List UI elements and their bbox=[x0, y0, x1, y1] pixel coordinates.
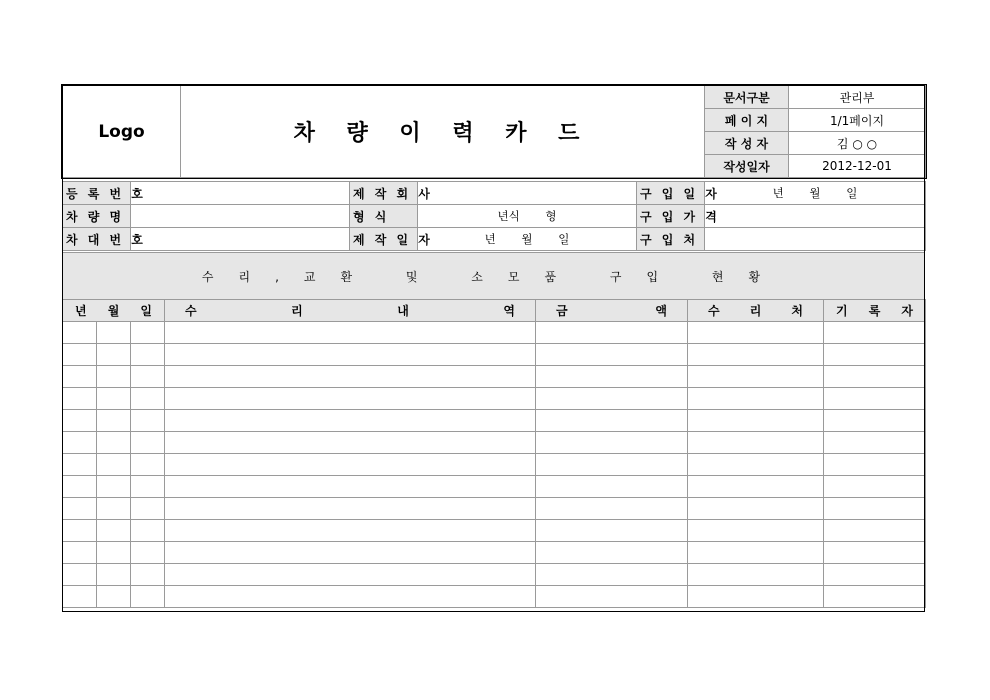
cell-day[interactable] bbox=[131, 410, 165, 432]
header-date-year: 년 bbox=[75, 304, 87, 318]
table-row bbox=[63, 410, 926, 432]
header-char: 자 bbox=[901, 304, 914, 318]
cell-month[interactable] bbox=[97, 564, 131, 586]
cell-month[interactable] bbox=[97, 432, 131, 454]
field-purchase-price[interactable] bbox=[705, 205, 926, 228]
cell-repair-content[interactable] bbox=[165, 498, 536, 520]
cell-repair-content[interactable] bbox=[165, 564, 536, 586]
cell-repair-shop[interactable] bbox=[688, 564, 824, 586]
cell-month[interactable] bbox=[97, 498, 131, 520]
table-row bbox=[63, 432, 926, 454]
cell-day[interactable] bbox=[131, 542, 165, 564]
cell-repair-content[interactable] bbox=[165, 454, 536, 476]
cell-repair-content[interactable] bbox=[165, 388, 536, 410]
header-char: 처 bbox=[791, 304, 804, 318]
field-purchase-date[interactable]: 년 월 일 bbox=[705, 182, 926, 205]
info-row bbox=[63, 228, 926, 251]
cell-month[interactable] bbox=[97, 454, 131, 476]
cell-repair-shop[interactable] bbox=[688, 388, 824, 410]
cell-repair-content[interactable] bbox=[165, 432, 536, 454]
cell-recorder[interactable] bbox=[824, 498, 926, 520]
cell-day[interactable] bbox=[131, 586, 165, 608]
meta-value-doc-type[interactable]: 관리부 bbox=[789, 86, 926, 109]
header-char: 리 bbox=[291, 304, 303, 318]
cell-month[interactable] bbox=[97, 388, 131, 410]
field-manufacturer[interactable] bbox=[418, 182, 637, 205]
header-char: 내 bbox=[397, 304, 409, 318]
cell-recorder[interactable] bbox=[824, 366, 926, 388]
cell-repair-shop[interactable] bbox=[688, 410, 824, 432]
cell-amount[interactable] bbox=[536, 322, 688, 344]
cell-amount[interactable] bbox=[536, 388, 688, 410]
meta-value-author[interactable]: 김 ○ ○ bbox=[789, 132, 926, 155]
header-repair-shop bbox=[688, 300, 824, 322]
cell-month[interactable] bbox=[97, 366, 131, 388]
cell-day[interactable] bbox=[131, 344, 165, 366]
meta-label-date: 작성일자 bbox=[705, 155, 789, 178]
cell-amount[interactable] bbox=[536, 498, 688, 520]
cell-repair-content[interactable] bbox=[165, 520, 536, 542]
cell-month[interactable] bbox=[97, 476, 131, 498]
cell-month[interactable] bbox=[97, 344, 131, 366]
cell-recorder[interactable] bbox=[824, 410, 926, 432]
cell-repair-shop[interactable] bbox=[688, 344, 824, 366]
cell-day[interactable] bbox=[131, 498, 165, 520]
cell-repair-shop[interactable] bbox=[688, 432, 824, 454]
table-row bbox=[63, 542, 926, 564]
cell-amount[interactable] bbox=[536, 520, 688, 542]
page-title: 차 량 이 력 카 드 bbox=[181, 86, 705, 178]
label-vehicle-name: 차 량 명 bbox=[63, 205, 131, 228]
label-purchase-place: 구 입 처 bbox=[637, 228, 705, 251]
vehicle-info-table bbox=[62, 181, 926, 251]
field-purchase-place[interactable] bbox=[705, 228, 926, 251]
info-row bbox=[63, 205, 926, 228]
header-repair-content bbox=[165, 300, 536, 322]
cell-year[interactable] bbox=[63, 344, 97, 366]
cell-year[interactable] bbox=[63, 454, 97, 476]
logo: Logo bbox=[63, 86, 181, 178]
field-registration-no[interactable] bbox=[131, 182, 350, 205]
cell-recorder[interactable] bbox=[824, 388, 926, 410]
cell-month[interactable] bbox=[97, 520, 131, 542]
header-recorder bbox=[824, 300, 926, 322]
cell-day[interactable] bbox=[131, 564, 165, 586]
cell-day[interactable] bbox=[131, 454, 165, 476]
cell-repair-shop[interactable] bbox=[688, 476, 824, 498]
cell-repair-shop[interactable] bbox=[688, 454, 824, 476]
field-vehicle-name[interactable] bbox=[131, 205, 350, 228]
vehicle-history-card bbox=[62, 85, 925, 612]
table-row bbox=[63, 322, 926, 344]
cell-day[interactable] bbox=[131, 322, 165, 344]
cell-year[interactable] bbox=[63, 388, 97, 410]
cell-year[interactable] bbox=[63, 498, 97, 520]
records-body bbox=[63, 322, 926, 608]
cell-year[interactable] bbox=[63, 432, 97, 454]
section-title: 수리,교환 및 소모품 구입 현황 bbox=[63, 253, 925, 300]
cell-year[interactable] bbox=[63, 366, 97, 388]
cell-day[interactable] bbox=[131, 366, 165, 388]
label-chassis-no: 차 대 번 호 bbox=[63, 228, 131, 251]
cell-repair-shop[interactable] bbox=[688, 322, 824, 344]
label-manufacturer: 제 작 회 사 bbox=[350, 182, 418, 205]
table-row bbox=[63, 388, 926, 410]
label-model-type: 형 식 bbox=[350, 205, 418, 228]
cell-amount[interactable] bbox=[536, 454, 688, 476]
label-registration-no: 등 록 번 호 bbox=[63, 182, 131, 205]
cell-recorder[interactable] bbox=[824, 432, 926, 454]
cell-amount[interactable] bbox=[536, 476, 688, 498]
table-row bbox=[63, 586, 926, 608]
cell-repair-content[interactable] bbox=[165, 344, 536, 366]
cell-recorder[interactable] bbox=[824, 322, 926, 344]
cell-amount[interactable] bbox=[536, 586, 688, 608]
cell-day[interactable] bbox=[131, 520, 165, 542]
meta-label-doc-type: 문서구분 bbox=[705, 86, 789, 109]
info-row bbox=[63, 182, 926, 205]
header-char: 리 bbox=[749, 304, 762, 318]
cell-recorder[interactable] bbox=[824, 564, 926, 586]
cell-recorder[interactable] bbox=[824, 476, 926, 498]
cell-repair-content[interactable] bbox=[165, 586, 536, 608]
table-row bbox=[63, 454, 926, 476]
cell-month[interactable] bbox=[97, 542, 131, 564]
cell-month[interactable] bbox=[97, 586, 131, 608]
cell-repair-shop[interactable] bbox=[688, 498, 824, 520]
table-row bbox=[63, 498, 926, 520]
cell-amount[interactable] bbox=[536, 410, 688, 432]
cell-repair-shop[interactable] bbox=[688, 366, 824, 388]
cell-month[interactable] bbox=[97, 322, 131, 344]
cell-repair-content[interactable] bbox=[165, 476, 536, 498]
table-row bbox=[63, 476, 926, 498]
cell-amount[interactable] bbox=[536, 366, 688, 388]
field-chassis-no[interactable] bbox=[131, 228, 350, 251]
records-table bbox=[62, 299, 926, 608]
table-row bbox=[63, 344, 926, 366]
cell-repair-content[interactable] bbox=[165, 542, 536, 564]
cell-recorder[interactable] bbox=[824, 542, 926, 564]
header-char: 기 bbox=[836, 304, 848, 318]
table-row bbox=[63, 366, 926, 388]
cell-day[interactable] bbox=[131, 476, 165, 498]
cell-year[interactable] bbox=[63, 322, 97, 344]
table-row bbox=[63, 520, 926, 542]
meta-value-page[interactable]: 1/1페이지 bbox=[789, 109, 926, 132]
cell-year[interactable] bbox=[63, 520, 97, 542]
cell-year[interactable] bbox=[63, 410, 97, 432]
cell-day[interactable] bbox=[131, 388, 165, 410]
meta-value-date[interactable]: 2012-12-01 bbox=[789, 155, 926, 178]
field-manufacture-date[interactable]: 년 월 일 bbox=[418, 228, 637, 251]
cell-repair-shop[interactable] bbox=[688, 586, 824, 608]
cell-year[interactable] bbox=[63, 476, 97, 498]
header-date-day: 일 bbox=[140, 304, 152, 318]
field-model-type[interactable]: 년식 형 bbox=[418, 205, 637, 228]
cell-repair-shop[interactable] bbox=[688, 542, 824, 564]
cell-amount[interactable] bbox=[536, 344, 688, 366]
cell-recorder[interactable] bbox=[824, 454, 926, 476]
cell-year[interactable] bbox=[63, 564, 97, 586]
table-row bbox=[63, 564, 926, 586]
header-table bbox=[62, 85, 926, 178]
cell-amount[interactable] bbox=[536, 542, 688, 564]
label-purchase-price: 구 입 가 격 bbox=[637, 205, 705, 228]
cell-amount[interactable] bbox=[536, 432, 688, 454]
meta-label-author: 작 성 자 bbox=[705, 132, 789, 155]
cell-recorder[interactable] bbox=[824, 344, 926, 366]
meta-label-page: 페 이 지 bbox=[705, 109, 789, 132]
cell-month[interactable] bbox=[97, 410, 131, 432]
header-char: 금 bbox=[556, 304, 568, 318]
header-char: 수 bbox=[185, 304, 197, 318]
header-amount bbox=[536, 300, 688, 322]
cell-repair-content[interactable] bbox=[165, 366, 536, 388]
label-manufacture-date: 제 작 일 자 bbox=[350, 228, 418, 251]
cell-recorder[interactable] bbox=[824, 520, 926, 542]
cell-day[interactable] bbox=[131, 432, 165, 454]
cell-year[interactable] bbox=[63, 586, 97, 608]
cell-amount[interactable] bbox=[536, 564, 688, 586]
header-date bbox=[63, 300, 165, 322]
header-date-month: 월 bbox=[107, 304, 120, 318]
section-banner bbox=[62, 252, 925, 300]
cell-repair-shop[interactable] bbox=[688, 520, 824, 542]
cell-year[interactable] bbox=[63, 542, 97, 564]
header-char: 액 bbox=[655, 304, 668, 318]
records-header-row bbox=[63, 300, 926, 322]
label-purchase-date: 구 입 일 자 bbox=[637, 182, 705, 205]
cell-recorder[interactable] bbox=[824, 586, 926, 608]
header-char: 록 bbox=[868, 304, 881, 318]
cell-repair-content[interactable] bbox=[165, 322, 536, 344]
header-char: 수 bbox=[708, 304, 720, 318]
header-char: 역 bbox=[503, 304, 515, 318]
cell-repair-content[interactable] bbox=[165, 410, 536, 432]
